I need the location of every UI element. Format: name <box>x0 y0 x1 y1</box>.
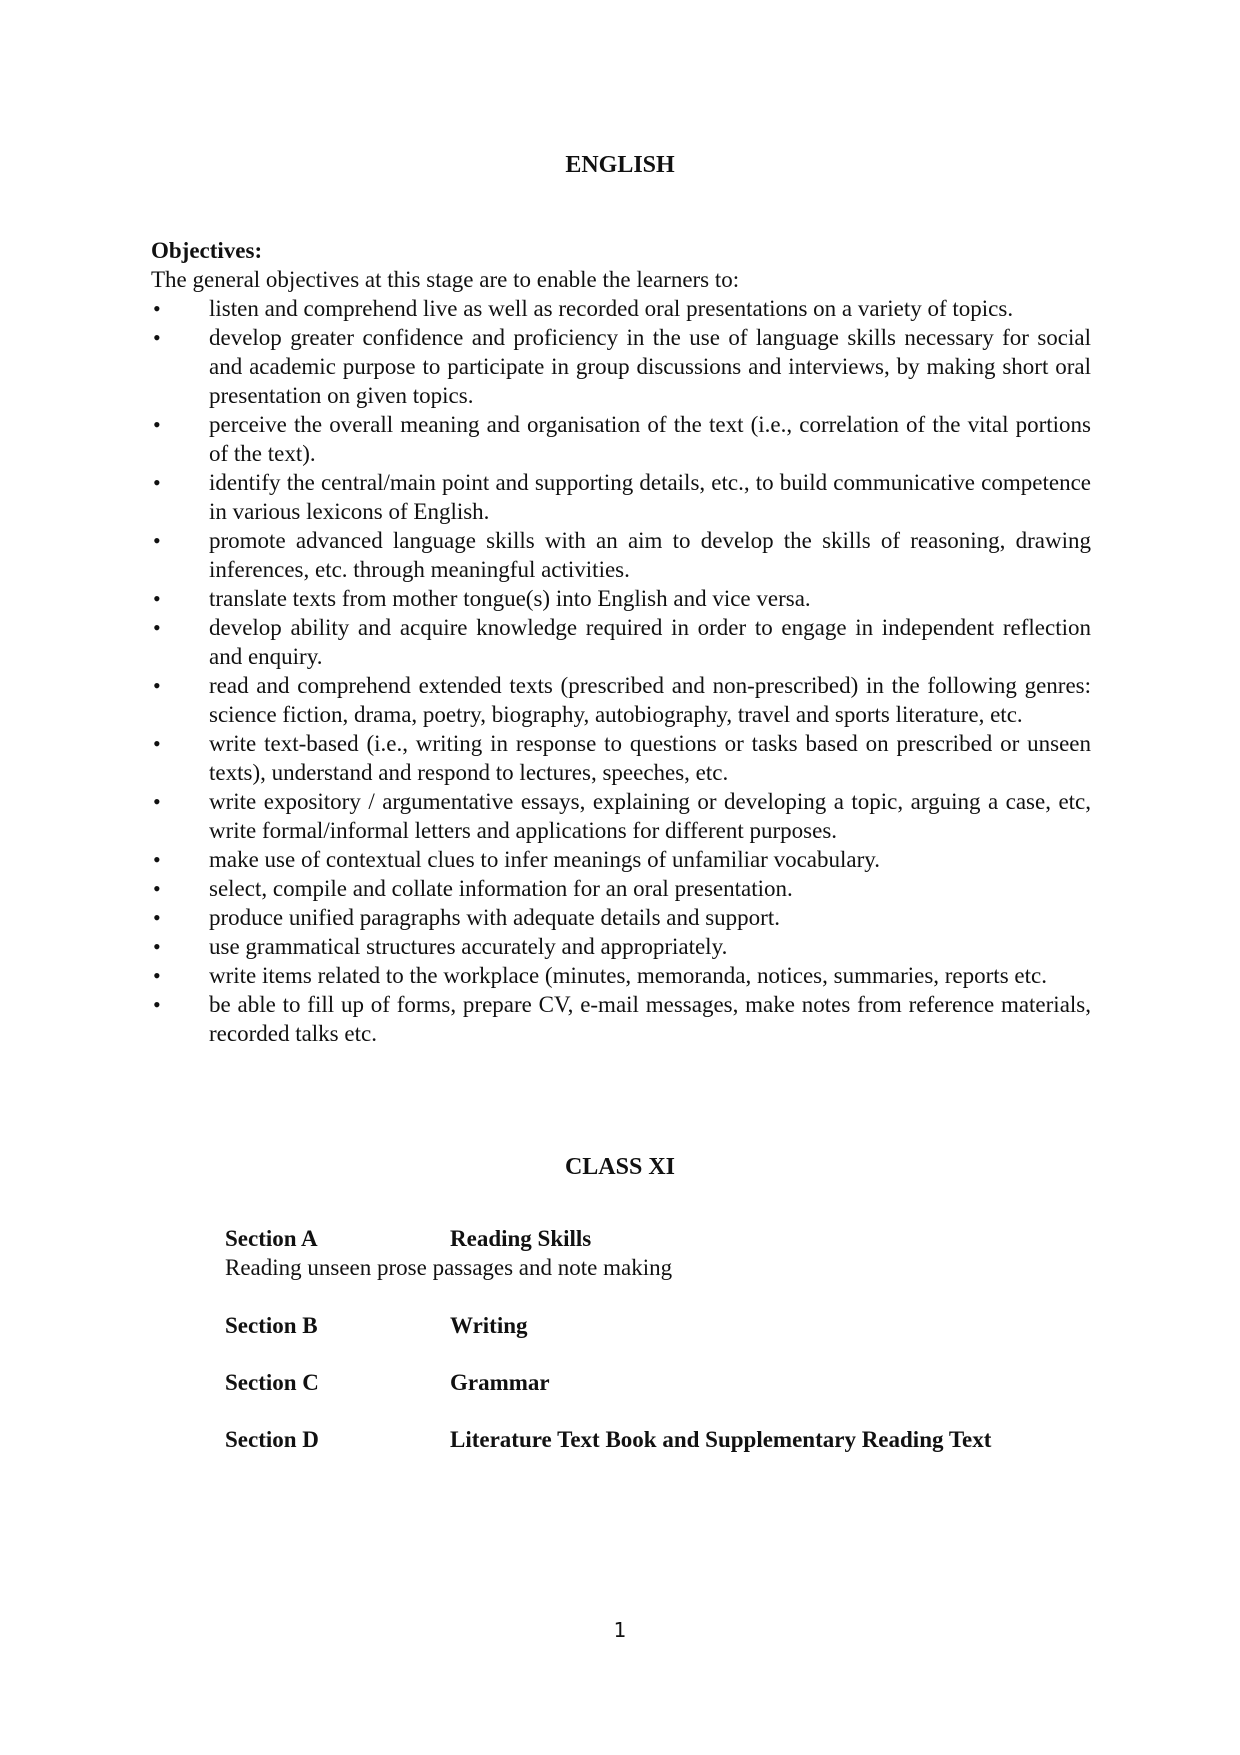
bullet-icon: • <box>153 992 161 1017</box>
objective-item <box>151 990 1091 1048</box>
objective-item <box>151 787 1091 845</box>
bullet-icon: • <box>153 325 161 350</box>
objective-text: translate texts from mother tongue(s) into English and vice versa. <box>209 586 811 611</box>
page-title: ENGLISH <box>565 152 675 178</box>
objectives-block <box>151 236 1091 1048</box>
section-label: Section C <box>225 1370 319 1395</box>
objective-item <box>151 526 1091 584</box>
objective-text: promote advanced language skills with an aim to develop the skills of reasoning, drawing inferences, etc. through meaningful activities. <box>209 528 1091 582</box>
bullet-icon: • <box>153 905 161 930</box>
bullet-icon: • <box>153 615 161 640</box>
section-row-c <box>225 1368 1125 1397</box>
section-row-a <box>225 1224 1125 1253</box>
bullet-icon: • <box>153 876 161 901</box>
page-number: 1 <box>613 1618 627 1642</box>
bullet-icon: • <box>153 963 161 988</box>
objective-item <box>151 729 1091 787</box>
objective-item <box>151 874 1091 903</box>
objective-text: write expository / argumentative essays, explaining or developing a topic, arguing a case, etc, write formal/informal letters and applications for different purposes. <box>209 789 1091 843</box>
section-description: Reading unseen prose passages and note making <box>225 1255 673 1280</box>
objective-text: select, compile and collate information for an oral presentation. <box>209 876 793 901</box>
objective-item <box>151 845 1091 874</box>
objective-item <box>151 584 1091 613</box>
objective-item <box>151 323 1091 410</box>
section-name: Literature Text Book and Supplementary Reading Text <box>450 1427 992 1452</box>
section-name: Writing <box>450 1313 528 1338</box>
objective-text: produce unified paragraphs with adequate details and support. <box>209 905 780 930</box>
objectives-intro: The general objectives at this stage are to enable the learners to: <box>151 267 740 292</box>
bullet-icon: • <box>153 412 161 437</box>
objective-text: write text-based (i.e., writing in response to questions or tasks based on prescribed or unseen texts), understand and respond to lectures, speeches, etc. <box>209 731 1091 785</box>
objective-item <box>151 671 1091 729</box>
section-label: Section A <box>225 1226 318 1251</box>
objective-text: write items related to the workplace (minutes, memoranda, notices, summaries, reports etc. <box>209 963 1047 988</box>
section-label: Section B <box>225 1313 318 1338</box>
objective-text: listen and comprehend live as well as recorded oral presentations on a variety of topics. <box>209 296 1014 321</box>
objectives-heading: Objectives: <box>151 238 263 263</box>
objective-text: identify the central/main point and supporting details, etc., to build communicative competence in various lexicons of English. <box>209 470 1091 524</box>
bullet-icon: • <box>153 528 161 553</box>
section-row-d <box>225 1425 1125 1454</box>
section-label: Section D <box>225 1427 319 1452</box>
objective-text: be able to fill up of forms, prepare CV, e-mail messages, make notes from reference materials, recorded talks etc. <box>209 992 1091 1046</box>
section-name: Reading Skills <box>450 1226 592 1251</box>
bullet-icon: • <box>153 673 161 698</box>
objective-text: develop greater confidence and proficiency in the use of language skills necessary for social and academic purpose to participate in group discussions and interviews, by making short oral presentation on given topics. <box>209 325 1091 408</box>
class-title: CLASS XI <box>564 1154 676 1180</box>
bullet-icon: • <box>153 731 161 756</box>
section-row-b <box>225 1311 1125 1340</box>
bullet-icon: • <box>153 847 161 872</box>
bullet-icon: • <box>153 586 161 611</box>
objective-item <box>151 613 1091 671</box>
bullet-icon: • <box>153 296 161 321</box>
objective-item <box>151 903 1091 932</box>
objective-text: perceive the overall meaning and organisation of the text (i.e., correlation of the vital portions of the text). <box>209 412 1091 466</box>
bullet-icon: • <box>153 789 161 814</box>
objective-text: use grammatical structures accurately and appropriately. <box>209 934 728 959</box>
bullet-icon: • <box>153 934 161 959</box>
objective-item <box>151 410 1091 468</box>
objectives-list <box>151 294 1091 1048</box>
objective-item <box>151 932 1091 961</box>
section-name: Grammar <box>450 1370 550 1395</box>
objective-text: read and comprehend extended texts (prescribed and non-prescribed) in the following genres: science fiction, drama, poetry, biography, autobiography, travel and sports literature, etc. <box>209 673 1091 727</box>
objective-text: develop ability and acquire knowledge required in order to engage in independent reflection and enquiry. <box>209 615 1091 669</box>
bullet-icon: • <box>153 470 161 495</box>
objective-item <box>151 294 1091 323</box>
objective-item <box>151 961 1091 990</box>
objective-text: make use of contextual clues to infer meanings of unfamiliar vocabulary. <box>209 847 881 872</box>
objective-item <box>151 468 1091 526</box>
sections-block <box>225 1224 1125 1454</box>
